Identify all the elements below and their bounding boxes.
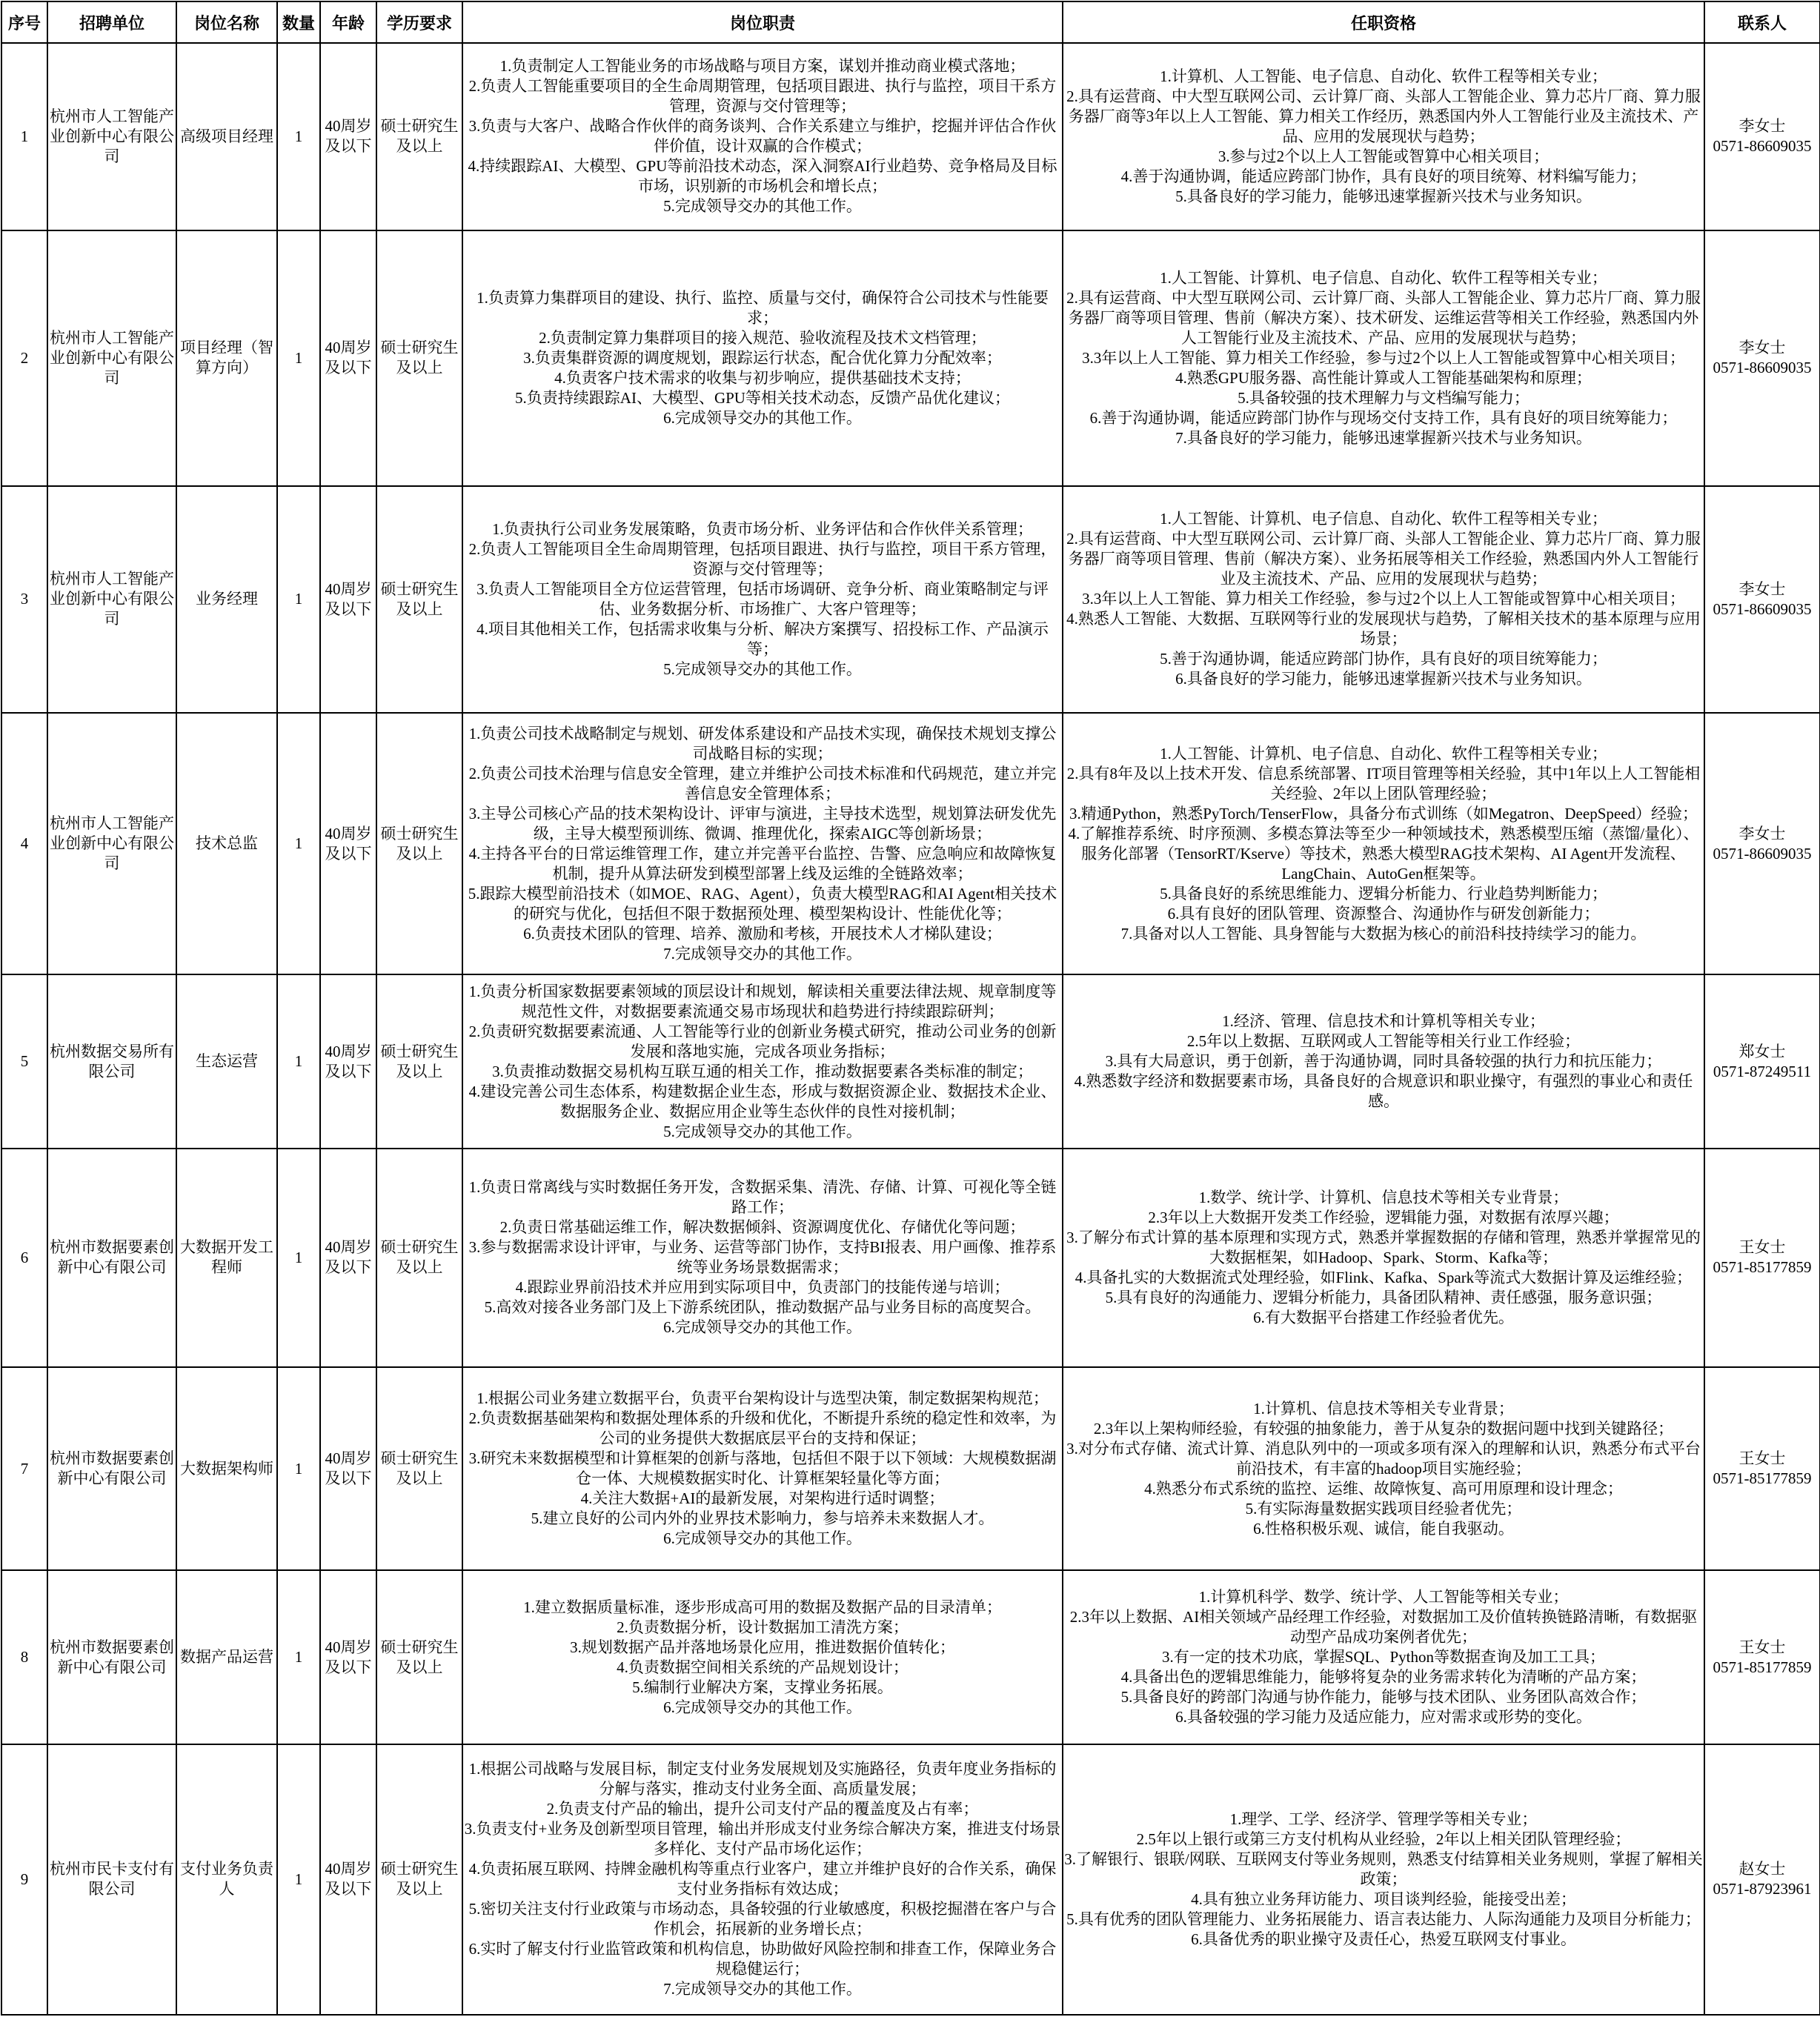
cell-contact (1704, 486, 1820, 714)
table-row (1, 1149, 1820, 1367)
qualification-item: 6.有大数据平台搭建工作经验者优先。 (1253, 1308, 1514, 1326)
duty-item: 3.负责推动数据交易机构互联互通的相关工作，推动数据要素各类标准的制定； (492, 1062, 1033, 1080)
cell-job-title: 业务经理 (176, 486, 277, 714)
cell-count: 1 (277, 486, 320, 714)
qualification-item: 7.具备对以人工智能、具身智能与大数据为核心的前沿科技持续学习的能力。 (1120, 924, 1647, 943)
cell-seq: 9 (1, 1744, 47, 2015)
cell-count: 1 (277, 1744, 320, 2015)
cell-seq: 7 (1, 1367, 47, 1571)
cell-job-title: 支付业务负责人 (176, 1744, 277, 2015)
duty-item: 5.完成领导交办的其他工作。 (663, 197, 862, 216)
cell-contact (1704, 1149, 1820, 1367)
duty-item: 1.负责分析国家数据要素领域的顶层设计和规划，解读相关重要法律法规、规章制度等规范性文件，对数据要素流通交易市场现状和趋势进行持续跟踪研判； (468, 982, 1057, 1020)
duty-item: 7.完成领导交办的其他工作。 (663, 1980, 862, 1998)
cell-seq: 3 (1, 486, 47, 714)
table-row (1, 230, 1820, 486)
qualification-item: 4.熟悉数字经济和数据要素市场，具备良好的合规意识和职业操守，有强烈的事业心和责任感。 (1074, 1072, 1693, 1111)
duty-item: 1.根据公司业务建立数据平台，负责平台架构设计与选型决策，制定数据架构规范； (476, 1389, 1049, 1408)
recruitment-table (1, 1, 1820, 2016)
contact-phone: 0571-86609035 (1713, 359, 1812, 377)
qualification-item: 5.具有优秀的团队管理能力、业务拓展能力、语言表达能力、人际沟通能力及项目分析能力； (1066, 1910, 1701, 1928)
duty-item: 4.负责数据空间相关系统的产品规划设计； (617, 1658, 909, 1676)
duty-item: 5.跟踪大模型前沿技术（如MOE、RAG、Agent），负责大模型RAG和AI Agent相关技术的研究与优化，包括但不限于数据预处理、模型架构设计、性能优化等； (468, 884, 1057, 923)
cell-qualifications (1063, 230, 1704, 486)
duty-item: 3.负责集群资源的调度规划，跟踪运行状态，配合优化算力分配效率； (523, 348, 1002, 367)
contact-phone: 0571-87923961 (1713, 1880, 1812, 1898)
qualification-item: 4.善于沟通协调，能适应跨部门协作，具有良好的项目统筹、材料编写能力； (1120, 167, 1647, 185)
header-contact: 联系人 (1704, 1, 1820, 43)
duty-item: 4.负责拓展互联网、持牌金融机构等重点行业客户，建立并维护良好的合作关系，确保支付业务指标有效达成； (468, 1860, 1057, 1898)
duty-item: 4.关注大数据+AI的最新发展，对架构进行适时调整； (580, 1489, 945, 1508)
cell-contact (1704, 1570, 1820, 1744)
duty-item: 1.负责公司技术战略制定与规划、研发体系建设和产品技术实现，确保技术规划支撑公司战略目标的实现； (468, 724, 1057, 762)
qualification-item: 1.理学、工学、经济学、管理学等相关专业； (1229, 1810, 1538, 1828)
duty-item: 4.主持各平台的日常运维管理工作，建立并完善平台监控、告警、应急响应和故障恢复机制，提升从算法研发到模型部署上线及运维的全链路效率； (468, 844, 1057, 883)
cell-count: 1 (277, 1367, 320, 1571)
cell-job-title: 数据产品运营 (176, 1570, 277, 1744)
qualification-item: 3.了解分布式计算的基本原理和实现方式，熟悉并掌握数据的存储和管理，熟悉并掌握常见的大数据框架，如Hadoop、Spark、Storm、Kafka等； (1066, 1228, 1701, 1266)
header-seq: 序号 (1, 1, 47, 43)
duty-item: 7.完成领导交办的其他工作。 (663, 944, 862, 963)
qualification-item: 4.熟悉GPU服务器、高性能计算或人工智能基础架构和原理； (1175, 368, 1592, 387)
cell-unit: 杭州市民卡支付有限公司 (47, 1744, 176, 2015)
duty-item: 2.负责日常基础运维工作，解决数据倾斜、资源调度优化、存储优化等问题； (499, 1218, 1026, 1237)
cell-job-title: 项目经理（智算方向） (176, 230, 277, 486)
cell-job-title: 技术总监 (176, 713, 277, 974)
duty-item: 2.负责人工智能项目全生命周期管理，包括项目跟进、执行与监控，项目干系方管理，资源与交付管理等； (468, 539, 1057, 578)
table-row (1, 1570, 1820, 1744)
duty-item: 2.负责支付产品的输出，提升公司支付产品的覆盖度及占有率； (546, 1800, 979, 1818)
cell-qualifications (1063, 1570, 1704, 1744)
cell-qualifications (1063, 713, 1704, 974)
contact-phone: 0571-87249511 (1713, 1062, 1812, 1080)
qualification-item: 2.3年以上架构师经验，有较强的抽象能力，善于从复杂的数据问题中找到关键路径； (1093, 1419, 1674, 1438)
duty-item: 5.建立良好的公司内外的业界技术影响力，参与培养未来数据人才。 (531, 1509, 994, 1528)
duty-item: 4.负责客户技术需求的收集与初步响应，提供基础技术支持； (554, 368, 971, 387)
header-unit: 招聘单位 (47, 1, 176, 43)
cell-education: 硕士研究生及以上 (376, 1744, 462, 2015)
cell-contact (1704, 1367, 1820, 1571)
cell-unit: 杭州数据交易所有限公司 (47, 974, 176, 1149)
qualification-item: 6.具备较强的学习能力及适应能力，应对需求或形势的变化。 (1175, 1708, 1592, 1727)
qualification-item: 3.具有大局意识，勇于创新，善于沟通协调，同时具备较强的执行力和抗压能力； (1105, 1052, 1662, 1071)
cell-seq: 2 (1, 230, 47, 486)
duty-item: 4.持续跟踪AI、大模型、GPU等前沿技术动态，深入洞察AI行业趋势、竞争格局及目标市场，识别新的市场机会和增长点； (468, 157, 1057, 196)
contact-name: 王女士 (1738, 1449, 1786, 1468)
qualification-item: 1.计算机科学、数学、统计学、人工智能等相关专业； (1198, 1588, 1569, 1606)
cell-count: 1 (277, 1570, 320, 1744)
cell-duties (462, 1570, 1063, 1744)
cell-duties (462, 1149, 1063, 1367)
qualification-item: 2.5年以上数据、互联网或人工智能等相关行业工作经验； (1186, 1032, 1581, 1051)
duty-item: 3.负责与大客户、战略合作伙伴的商务谈判、合作关系建立与维护，挖掘并评估合作伙伴价值，设计双赢的合作模式； (468, 117, 1057, 156)
table-row (1, 1367, 1820, 1571)
contact-phone: 0571-85177859 (1713, 1258, 1812, 1277)
qualification-item: 6.具备优秀的职业操守及责任心，热爱互联网支付事业。 (1191, 1930, 1576, 1948)
cell-count: 1 (277, 974, 320, 1149)
table-row (1, 713, 1820, 974)
cell-qualifications (1063, 974, 1704, 1149)
duty-item: 6.完成领导交办的其他工作。 (663, 1318, 862, 1337)
duty-item: 6.负责技术团队的管理、培养、激励和考核，开展技术人才梯队建设； (523, 924, 1002, 943)
duty-item: 5.编制行业解决方案，支撑业务拓展。 (632, 1678, 893, 1696)
cell-unit: 杭州市人工智能产业创新中心有限公司 (47, 43, 176, 230)
qualification-item: 1.人工智能、计算机、电子信息、自动化、软件工程等相关专业； (1160, 510, 1607, 528)
contact-name: 郑女士 (1738, 1042, 1786, 1060)
cell-age: 40周岁及以下 (320, 974, 376, 1149)
cell-education: 硕士研究生及以上 (376, 713, 462, 974)
contact-phone: 0571-85177859 (1713, 1469, 1812, 1488)
cell-contact (1704, 1744, 1820, 2015)
duty-item: 6.完成领导交办的其他工作。 (663, 1529, 862, 1548)
cell-job-title: 大数据架构师 (176, 1367, 277, 1571)
cell-education: 硕士研究生及以上 (376, 974, 462, 1149)
contact-phone: 0571-86609035 (1713, 599, 1812, 618)
cell-qualifications (1063, 486, 1704, 714)
qualification-item: 4.熟悉分布式系统的监控、运维、故障恢复、高可用原理和设计理念； (1144, 1479, 1623, 1498)
cell-age: 40周岁及以下 (320, 1149, 376, 1367)
qualification-item: 2.具有运营商、中大型互联网公司、云计算厂商、头部人工智能企业、算力芯片厂商、算力服务器厂商等项目管理、售前（解决方案）、业务拓展等相关工作经验，熟悉国内外人工智能行业及主流技术、产品、应用的发展现状与趋势； (1066, 530, 1701, 588)
header-age: 年龄 (320, 1, 376, 43)
table-row (1, 1744, 1820, 2015)
duty-item: 3.研究未来数据模型和计算框架的创新与落地，包括但不限于以下领域：大规模数据湖仓一体、大规模数据实时化、计算框架轻量化等方面； (468, 1449, 1057, 1488)
cell-education: 硕士研究生及以上 (376, 486, 462, 714)
cell-education: 硕士研究生及以上 (376, 1367, 462, 1571)
duty-item: 3.主导公司核心产品的技术架构设计、评审与演进，主导技术选型，规划算法研发优先级，主导大模型预训练、微调、推理优化，探索AIGC等创新场景； (468, 804, 1057, 843)
duty-item: 5.密切关注支付行业政策与市场动态，具备较强的行业敏感度，积极挖掘潜在客户与合作机会，拓展新的业务增长点； (468, 1900, 1057, 1938)
duty-item: 1.根据公司战略与发展目标，制定支付业务发展规划及实施路径，负责年度业务指标的分解与落实，推动支付业务全面、高质量发展； (468, 1760, 1057, 1798)
qualification-item: 2.具有8年及以上技术开发、信息系统部署、IT项目管理等相关经验，其中1年以上人工智能相关经验、2年以上团队管理经验； (1066, 764, 1701, 803)
qualification-item: 1.人工智能、计算机、电子信息、自动化、软件工程等相关专业； (1160, 744, 1607, 762)
qualification-item: 5.有实际海量数据实践项目经验者优先； (1245, 1499, 1522, 1518)
duty-item: 2.负责数据基础架构和数据处理体系的升级和优化，不断提升系统的稳定性和效率，为公司的业务提供大数据底层平台的支持和保证； (468, 1409, 1057, 1448)
qualification-item: 5.具备良好的学习能力，能够迅速掌握新兴技术与业务知识。 (1175, 187, 1592, 205)
duty-item: 5.完成领导交办的其他工作。 (663, 659, 862, 678)
qualification-item: 4.具有独立业务拜访能力、项目谈判经验，能接受出差； (1191, 1890, 1576, 1908)
cell-contact (1704, 43, 1820, 230)
qualification-item: 3.有一定的技术功底，掌握SQL、Python等数据查询及加工工具； (1162, 1648, 1605, 1667)
duty-item: 6.实时了解支付行业监管政策和机构信息，协助做好风险控制和排查工作，保障业务合规稳健运行； (468, 1940, 1057, 1978)
cell-count: 1 (277, 43, 320, 230)
cell-unit: 杭州市人工智能产业创新中心有限公司 (47, 230, 176, 486)
duty-item: 3.负责人工智能项目全方位运营管理，包括市场调研、竞争分析、商业策略制定与评估、业务数据分析、市场推广、大客户管理等； (476, 579, 1049, 618)
duty-item: 4.跟踪业界前沿技术并应用到实际项目中，负责部门的技能传递与培训； (515, 1278, 1010, 1297)
qualification-item: 5.善于沟通协调，能适应跨部门协作，具有良好的项目统筹能力； (1160, 650, 1607, 668)
qualification-item: 3.对分布式存储、流式计算、消息队列中的一项或多项有深入的理解和认识，熟悉分布式平台前沿技术，有丰富的hadoop项目实施经验； (1066, 1439, 1701, 1478)
contact-phone: 0571-86609035 (1713, 844, 1812, 863)
qualification-item: 4.熟悉人工智能、大数据、互联网等行业的发展现状与趋势，了解相关技术的基本原理与应用场景； (1066, 610, 1701, 648)
cell-duties (462, 43, 1063, 230)
cell-age: 40周岁及以下 (320, 43, 376, 230)
qualification-item: 6.善于沟通协调，能适应跨部门协作与现场交付支持工作，具有良好的项目统筹能力； (1089, 408, 1678, 427)
qualification-item: 3.3年以上人工智能、算力相关工作经验，参与过2个以上人工智能或智算中心相关项目； (1082, 348, 1685, 367)
qualification-item: 1.计算机、人工智能、电子信息、自动化、软件工程等相关专业； (1160, 67, 1607, 85)
cell-age: 40周岁及以下 (320, 713, 376, 974)
cell-qualifications (1063, 1744, 1704, 2015)
contact-name: 赵女士 (1738, 1860, 1786, 1878)
duty-item: 2.负责数据分析，设计数据加工清洗方案； (617, 1618, 909, 1636)
qualification-item: 2.3年以上大数据开发类工作经验，逻辑能力强，对数据有浓厚兴趣； (1148, 1208, 1619, 1226)
cell-unit: 杭州市人工智能产业创新中心有限公司 (47, 713, 176, 974)
cell-qualifications (1063, 1367, 1704, 1571)
qualification-item: 2.具有运营商、中大型互联网公司、云计算厂商、头部人工智能企业、算力芯片厂商、算力服务器厂商等3年以上人工智能、算力相关工作经历，熟悉国内外人工智能行业及主流技术、产品、应用的发展现状与趋势； (1066, 87, 1701, 145)
table-row (1, 43, 1820, 230)
cell-age: 40周岁及以下 (320, 1744, 376, 2015)
qualification-item: 6.具有良好的团队管理、资源整合、沟通协作与研发创新能力； (1167, 904, 1600, 923)
duty-item: 5.高效对接各业务部门及上下游系统团队，推动数据产品与业务目标的高度契合。 (484, 1298, 1041, 1317)
header-count: 数量 (277, 1, 320, 43)
cell-unit: 杭州市人工智能产业创新中心有限公司 (47, 486, 176, 714)
duty-item: 3.负责支付+业务及创新型项目管理，输出并形成支付业务综合解决方案，推进支付场景多样化、支付产品市场化运作； (464, 1820, 1061, 1858)
cell-seq: 8 (1, 1570, 47, 1744)
qualification-item: 5.具有良好的沟通能力、逻辑分析能力，具备团队精神、责任感强，服务意识强； (1105, 1288, 1662, 1306)
qualification-item: 1.计算机、信息技术等相关专业背景； (1253, 1399, 1514, 1418)
duty-item: 3.参与数据需求设计评审，与业务、运营等部门协作，支持BI报表、用户画像、推荐系统等业务场景数据需求； (468, 1238, 1057, 1277)
cell-seq: 6 (1, 1149, 47, 1367)
cell-duties (462, 486, 1063, 714)
contact-name: 王女士 (1738, 1238, 1786, 1257)
cell-count: 1 (277, 713, 320, 974)
duty-item: 1.负责算力集群项目的建设、执行、监控、质量与交付，确保符合公司技术与性能要求； (476, 288, 1049, 327)
duty-item: 2.负责人工智能重要项目的全生命周期管理，包括项目跟进、执行与监控，项目干系方管理，资源与交付管理等； (468, 77, 1057, 116)
table-row (1, 974, 1820, 1149)
qualification-item: 3.参与过2个以上人工智能或智算中心相关项目； (1218, 147, 1550, 165)
cell-count: 1 (277, 1149, 320, 1367)
cell-duties (462, 1367, 1063, 1571)
duty-item: 6.完成领导交办的其他工作。 (663, 1698, 862, 1716)
duty-item: 2.负责公司技术治理与信息安全管理，建立并维护公司技术标准和代码规范，建立并完善信息安全管理体系； (468, 764, 1057, 803)
duty-item: 1.负责执行公司业务发展策略，负责市场分析、业务评估和合作伙伴关系管理； (492, 519, 1033, 538)
contact-name: 李女士 (1738, 824, 1786, 843)
qualification-item: 2.3年以上数据、AI相关领域产品经理工作经验，对数据加工及价值转换链路清晰，有数据驱动型产品成功案例者优先； (1069, 1608, 1698, 1647)
qualification-item: 3.了解银行、银联/网联、互联网支付等业务规则，熟悉支付结算相关业务规则，掌握了解相关政策； (1064, 1850, 1703, 1888)
duty-item: 4.项目其他相关工作，包括需求收集与分析、解决方案撰写、招投标工作、产品演示等； (476, 619, 1049, 658)
contact-phone: 0571-85177859 (1713, 1658, 1812, 1676)
qualification-item: 2.5年以上银行或第三方支付机构从业经验，2年以上相关团队管理经验； (1136, 1830, 1631, 1848)
cell-count: 1 (277, 230, 320, 486)
qualification-item: 6.性格积极乐观、诚信，能自我驱动。 (1253, 1519, 1514, 1538)
qualification-item: 1.人工智能、计算机、电子信息、自动化、软件工程等相关专业； (1160, 268, 1607, 287)
cell-contact (1704, 230, 1820, 486)
header-duties: 岗位职责 (462, 1, 1063, 43)
cell-seq: 5 (1, 974, 47, 1149)
cell-seq: 4 (1, 713, 47, 974)
cell-contact (1704, 974, 1820, 1149)
qualification-item: 2.具有运营商、中大型互联网公司、云计算厂商、头部人工智能企业、算力芯片厂商、算力服务器厂商等项目管理、售前（解决方案）、技术研发、运维运营等相关工作经验，熟悉国内外人工智能行业及主流技术、产品、应用的发展现状与趋势； (1066, 288, 1701, 347)
qualification-item: 4.具备扎实的大数据流式处理经验，如Flink、Kafka、Spark等流式大数据计算及运维经验； (1075, 1268, 1693, 1286)
duty-item: 1.负责日常离线与实时数据任务开发，含数据采集、清洗、存储、计算、可视化等全链路工作； (468, 1178, 1057, 1217)
qualification-item: 5.具备良好的系统思维能力、逻辑分析能力、行业趋势判断能力； (1160, 884, 1607, 903)
cell-qualifications (1063, 1149, 1704, 1367)
duty-item: 4.建设完善公司生态体系，构建数据企业生态，形成与数据资源企业、数据技术企业、数据服务企业、数据应用企业等生态伙伴的良性对接机制； (468, 1082, 1057, 1120)
qualification-item: 4.具备出色的逻辑思维能力，能够将复杂的业务需求转化为清晰的产品方案； (1120, 1668, 1647, 1687)
duty-item: 5.负责持续跟踪AI、大模型、GPU等相关技术动态，反馈产品优化建议； (515, 388, 1010, 407)
qualification-item: 3.3年以上人工智能、算力相关工作经验，参与过2个以上人工智能或智算中心相关项目； (1082, 590, 1685, 608)
qualification-item: 1.经济、管理、信息技术和计算机等相关专业； (1222, 1012, 1545, 1031)
cell-qualifications (1063, 43, 1704, 230)
duty-item: 5.完成领导交办的其他工作。 (663, 1122, 862, 1140)
cell-duties (462, 230, 1063, 486)
cell-job-title: 生态运营 (176, 974, 277, 1149)
cell-seq: 1 (1, 43, 47, 230)
qualification-item: 3.精通Python，熟悉PyTorch/TenserFlow，具备分布式训练（如Megatron、DeepSpeed）经验； (1069, 804, 1698, 823)
cell-age: 40周岁及以下 (320, 486, 376, 714)
duty-item: 6.完成领导交办的其他工作。 (663, 408, 862, 427)
duty-item: 1.负责制定人工智能业务的市场战略与项目方案，谋划并推动商业模式落地； (499, 57, 1026, 76)
duty-item: 2.负责制定算力集群项目的接入规范、验收流程及技术文档管理； (539, 328, 986, 347)
cell-education: 硕士研究生及以上 (376, 43, 462, 230)
duty-item: 3.规划数据产品并落地场景化应用，推进数据价值转化； (570, 1638, 955, 1656)
cell-age: 40周岁及以下 (320, 230, 376, 486)
cell-education: 硕士研究生及以上 (376, 230, 462, 486)
cell-job-title: 高级项目经理 (176, 43, 277, 230)
cell-age: 40周岁及以下 (320, 1570, 376, 1744)
contact-name: 李女士 (1738, 339, 1786, 357)
contact-name: 李女士 (1738, 117, 1786, 136)
qualification-item: 4.了解推荐系统、时序预测、多模态算法等至少一种领域技术，熟悉模型压缩（蒸馏/量化）、服务化部署（TensorRT/Kserve）等技术，熟悉大模型RAG技术架构、AI Agent开发流程、LangChain、AutoGen框架等。 (1068, 824, 1699, 883)
header-row (1, 1, 1820, 43)
cell-duties (462, 974, 1063, 1149)
cell-education: 硕士研究生及以上 (376, 1570, 462, 1744)
cell-contact (1704, 713, 1820, 974)
contact-phone: 0571-86609035 (1713, 137, 1812, 156)
table-row (1, 486, 1820, 714)
qualification-item: 1.数学、统计学、计算机、信息技术等相关专业背景； (1198, 1188, 1569, 1206)
header-education: 学历要求 (376, 1, 462, 43)
duty-item: 2.负责研究数据要素流通、人工智能等行业的创新业务模式研究，推动公司业务的创新发展和落地实施，完成各项业务指标； (468, 1022, 1057, 1060)
contact-name: 王女士 (1738, 1638, 1786, 1656)
cell-education: 硕士研究生及以上 (376, 1149, 462, 1367)
qualification-item: 7.具备良好的学习能力，能够迅速掌握新兴技术与业务知识。 (1175, 428, 1592, 447)
cell-unit: 杭州市数据要素创新中心有限公司 (47, 1367, 176, 1571)
header-qualifications: 任职资格 (1063, 1, 1704, 43)
cell-unit: 杭州市数据要素创新中心有限公司 (47, 1149, 176, 1367)
header-title: 岗位名称 (176, 1, 277, 43)
cell-unit: 杭州市数据要素创新中心有限公司 (47, 1570, 176, 1744)
duty-item: 1.建立数据质量标准，逐步形成高可用的数据及数据产品的目录清单； (523, 1598, 1002, 1616)
cell-age: 40周岁及以下 (320, 1367, 376, 1571)
qualification-item: 5.具备良好的跨部门沟通与协作能力，能够与技术团队、业务团队高效合作； (1120, 1688, 1647, 1707)
qualification-item: 5.具备较强的技术理解力与文档编写能力； (1238, 388, 1530, 407)
cell-job-title: 大数据开发工程师 (176, 1149, 277, 1367)
contact-name: 李女士 (1738, 579, 1786, 598)
qualification-item: 6.具备良好的学习能力，能够迅速掌握新兴技术与业务知识。 (1175, 670, 1592, 688)
cell-duties (462, 1744, 1063, 2015)
cell-duties (462, 713, 1063, 974)
